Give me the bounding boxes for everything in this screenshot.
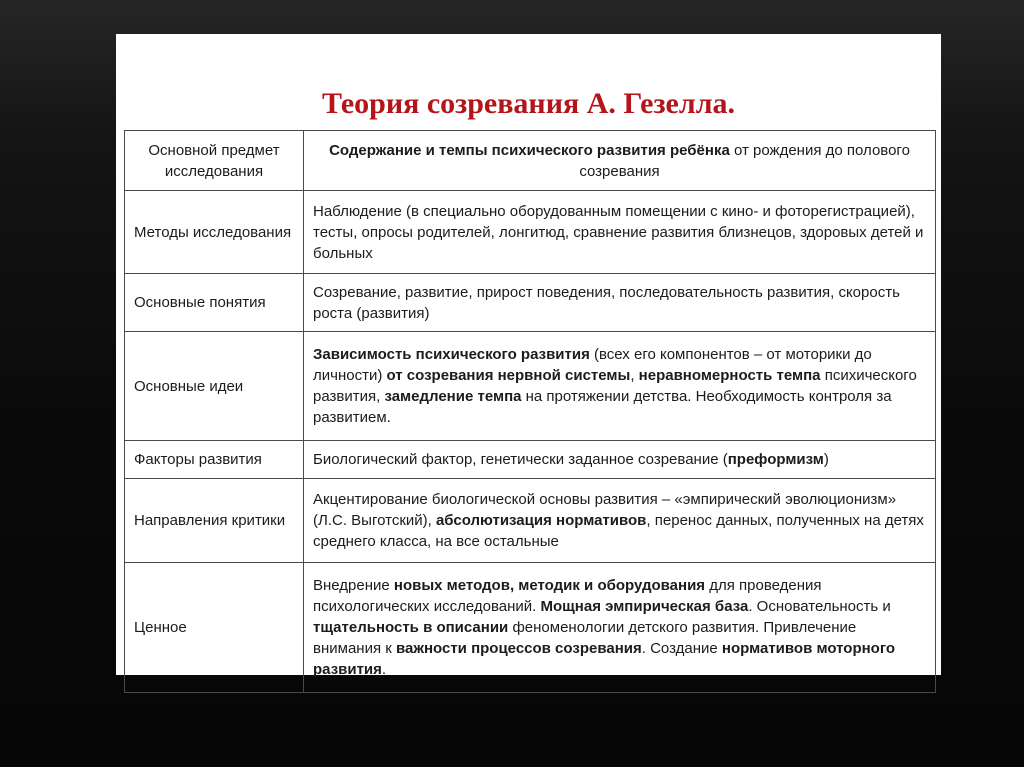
- table-row: [125, 563, 936, 693]
- table-row: [125, 441, 936, 479]
- text-bold: Мощная эмпирическая база: [540, 598, 749, 615]
- row-label: Основные идеи: [125, 332, 304, 441]
- row-content: [304, 479, 936, 563]
- slide-title: Теория созревания А. Гезелла.: [321, 87, 736, 120]
- row-content: [304, 441, 936, 479]
- text-regular: на протяжении детства. Необходимость контроля за развитием.: [313, 388, 892, 426]
- row-label: Направления критики: [125, 479, 304, 563]
- text-regular: (всех его компонентов – от моторики до личности): [313, 346, 872, 384]
- table-row: [125, 191, 936, 274]
- row-label: Основные понятия: [125, 274, 304, 332]
- slide: [116, 34, 941, 678]
- text-regular: .: [381, 661, 387, 678]
- text-regular: ): [823, 451, 829, 468]
- text-bold: важности процессов созревания: [395, 640, 642, 657]
- text-bold: Зависимость психического развития: [313, 346, 590, 363]
- text-regular: Наблюдение (в специально оборудованным помещении с кино- и фоторегистрацией), тесты, опросы родителей, лонгитюд, сравнение развития близнецов, здоровых детей и больных: [313, 202, 924, 262]
- row-content: [304, 563, 936, 693]
- text-regular: . Основательность и: [748, 598, 891, 615]
- table-row: [125, 274, 936, 332]
- text-regular: , перенос данных, полученных на детях среднего класса, на все остальные: [313, 512, 924, 550]
- text-regular: Внедрение: [313, 577, 394, 594]
- text-bold: неравномерность темпа: [638, 367, 821, 384]
- row-content: [304, 332, 936, 441]
- text-bold: от созревания нервной системы: [386, 367, 631, 384]
- text-regular: от рождения до полового созревания: [579, 141, 910, 180]
- text-regular: психического развития,: [313, 367, 917, 405]
- text-bold: преформизм: [727, 451, 824, 468]
- text-bold: замедление темпа: [384, 388, 522, 405]
- text-bold: абсолютизация нормативов: [435, 512, 647, 529]
- row-content: [304, 191, 936, 274]
- text-regular: Акцентирование биологической основы развития – «эмпирический эволюционизм» (Л.С. Выготский),: [313, 491, 897, 529]
- row-label: Факторы развития: [125, 441, 304, 479]
- text-bold: Содержание и темпы психического развития ребёнка: [329, 141, 730, 159]
- text-regular: ,: [630, 367, 639, 384]
- text-regular: Биологический фактор, генетически заданное созревание (: [313, 451, 728, 468]
- table-row: [125, 479, 936, 563]
- row-label: Ценное: [125, 563, 304, 693]
- row-content: [304, 131, 936, 191]
- text-regular: Созревание, развитие, прирост поведения, последовательность развития, скорость роста (развития): [313, 283, 900, 322]
- text-regular: . Создание: [641, 640, 722, 657]
- row-label: Методы исследования: [125, 191, 304, 274]
- row-content: [304, 274, 936, 332]
- table-row: [125, 131, 936, 191]
- text-bold: нормативов моторного развития: [313, 640, 896, 678]
- text-bold: тщательность в описании: [313, 619, 509, 636]
- theory-table: [124, 130, 936, 693]
- table-row: [125, 332, 936, 441]
- text-regular: феноменологии детского развития. Привлечение внимания к: [313, 619, 857, 657]
- text-bold: новых методов, методик и оборудования: [393, 577, 706, 594]
- row-label: Основной предмет исследования: [125, 131, 304, 191]
- text-regular: для проведения психологических исследований.: [313, 577, 822, 615]
